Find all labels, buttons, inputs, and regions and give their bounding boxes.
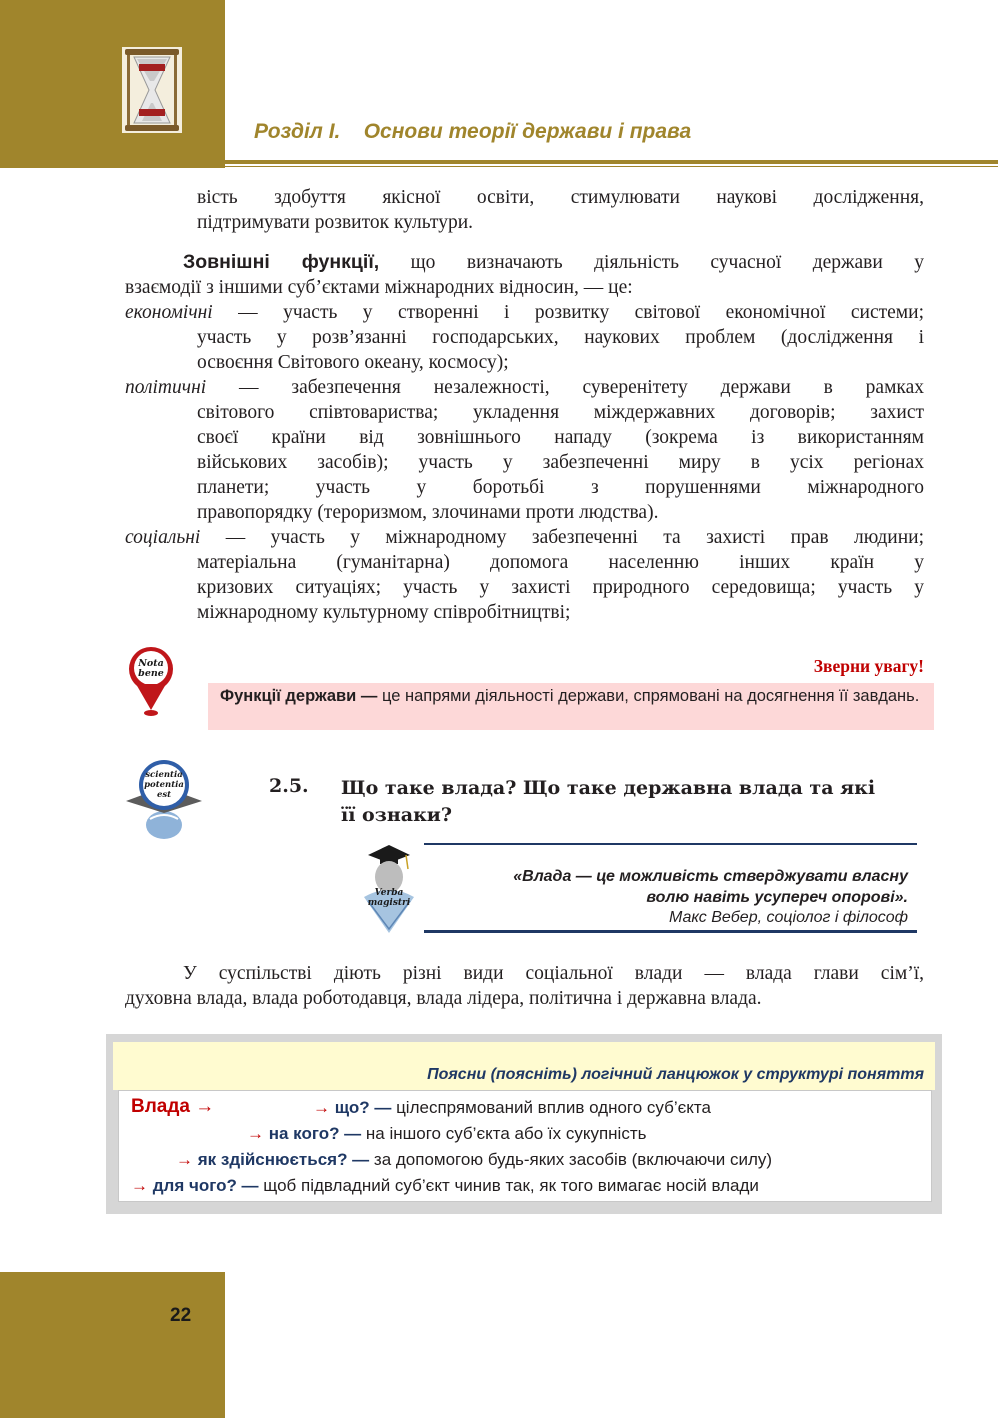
arrow-right-icon: → [190, 1096, 215, 1117]
header-band [0, 0, 225, 168]
political-line: планети; участь у боротьбі з порушеннями міжнародного [197, 477, 924, 498]
nota-bene-icon [124, 646, 178, 718]
quote-author: Макс Вебер, соціолог і філософ [669, 909, 908, 926]
quote-rule-top [424, 843, 917, 845]
economic-text: — участь у створенні і розвитку світової економічної системи; [212, 302, 924, 323]
scientia-word-2: potentia [144, 780, 184, 790]
quote-line-1: «Влада — це можливість стверджувати власну [513, 868, 908, 885]
political-label: політичні [125, 377, 207, 398]
political-line: військових засобів); участь у забезпеченні миру в усіх регіонах [197, 452, 924, 473]
social-item [125, 525, 924, 550]
chain-question: на кого? — [264, 1124, 362, 1143]
arrow-right-icon: → [247, 1124, 264, 1143]
chain-title: Поясни (поясніть) логічний ланцюжок у структурі поняття [427, 1066, 924, 1083]
chain-answer: щоб підвладний суб’єкт чинив так, як того вимагає носій влади [258, 1176, 759, 1195]
chain-answer: на іншого суб’єкта або їх сукупність [361, 1124, 647, 1143]
page-number: 22 [170, 1305, 192, 1326]
section-number: 2.5. [269, 775, 309, 797]
definition-text [220, 685, 924, 707]
political-item [125, 375, 924, 400]
definition-body: це напрями діяльності держави, спрямовані на досягнення її завдань. [377, 687, 920, 705]
header-rule-thin [225, 166, 998, 167]
external-lead-line-2: взаємодії з іншими суб’єктами міжнародних відносин, — це: [125, 277, 633, 298]
verba-word-2: magistri [367, 898, 411, 908]
verba-magistri-icon [358, 843, 420, 935]
arrow-right-icon: → [131, 1176, 148, 1195]
external-lead-text: що визначають діяльність сучасної держави у [379, 252, 924, 273]
external-lead-line-1 [183, 250, 924, 275]
chain-question: що? — [330, 1098, 392, 1117]
verba-word-1: Verba [374, 888, 404, 898]
economic-line: освоєння Світового океану, космосу); [197, 352, 509, 373]
chain-row [313, 1098, 711, 1118]
social-label: соціальні [125, 527, 201, 548]
power-paragraph-line-2: духовна влада, влада роботодавця, влада лідера, політична і державна влада. [125, 988, 762, 1009]
chain-question: для чого? — [148, 1176, 259, 1195]
chapter-title: Розділ І. Основи теорії держави і права [254, 120, 692, 143]
economic-label: економічні [125, 302, 213, 323]
footer-band [0, 1272, 225, 1418]
social-text: — участь у міжнародному забезпеченні та захисті прав людини; [200, 527, 924, 548]
social-line: міжнародному культурному співробітництві; [197, 602, 571, 623]
political-line: правопорядку (тероризмом, злочинами проти людства). [197, 502, 659, 523]
chain-answer: цілеспрямований вплив одного суб’єкта [391, 1098, 711, 1117]
hourglass-icon [122, 47, 182, 133]
political-line: своєї країни від зовнішнього нападу (зокрема із використанням [197, 427, 924, 448]
header-rule [225, 160, 998, 164]
scientia-icon [124, 757, 204, 843]
attention-title: Зверни увагу! [813, 656, 924, 676]
scientia-word-3: est [156, 790, 172, 800]
chain-start-word: Влада [131, 1096, 190, 1117]
social-line: кризових ситуаціях; участь у захисті природного середовища; участь у [197, 577, 924, 598]
chain-row [176, 1150, 772, 1170]
social-line: матеріальна (гуманітарна) допомога населенню інших країн у [197, 552, 924, 573]
arrow-right-icon: → [176, 1150, 193, 1169]
nota-bene-word-1: Nota [138, 658, 164, 669]
quote-line-2: волю навіть усупереч опорові». [646, 889, 908, 906]
chain-start [131, 1096, 214, 1118]
definition-term: Функції держави — [220, 687, 378, 705]
chain-row [131, 1176, 759, 1196]
nota-bene-word-2: bene [138, 668, 164, 679]
quote-rule-bottom [424, 930, 917, 933]
intro-line-2: підтримувати розвиток культури. [197, 212, 473, 233]
political-text: — забезпечення незалежності, суверенітету держави в рамках [206, 377, 924, 398]
chain-question: як здійснюється? — [193, 1150, 370, 1169]
intro-line-1: вість здобуття якісної освіти, стимулювати наукові дослідження, [197, 187, 924, 208]
power-paragraph-line-1: У суспільстві діють різні види соціальної влади — влада глави сім’ї, [183, 963, 924, 984]
section-title: Що таке влада? Що таке державна влада та які її ознаки? [341, 777, 876, 826]
political-line: світового співтовариства; укладення міждержавних договорів; захист [197, 402, 924, 423]
chain-answer: за допомогою будь-яких засобів (включаючи силу) [369, 1150, 773, 1169]
chain-row [247, 1124, 646, 1144]
scientia-word-1: scientia [145, 770, 183, 780]
external-lead-term: Зовнішні функції, [183, 251, 380, 273]
arrow-right-icon: → [313, 1098, 330, 1117]
economic-line: участь у розв’язанні господарських, наукових проблем (дослідження і [197, 327, 924, 348]
economic-item [125, 300, 924, 325]
